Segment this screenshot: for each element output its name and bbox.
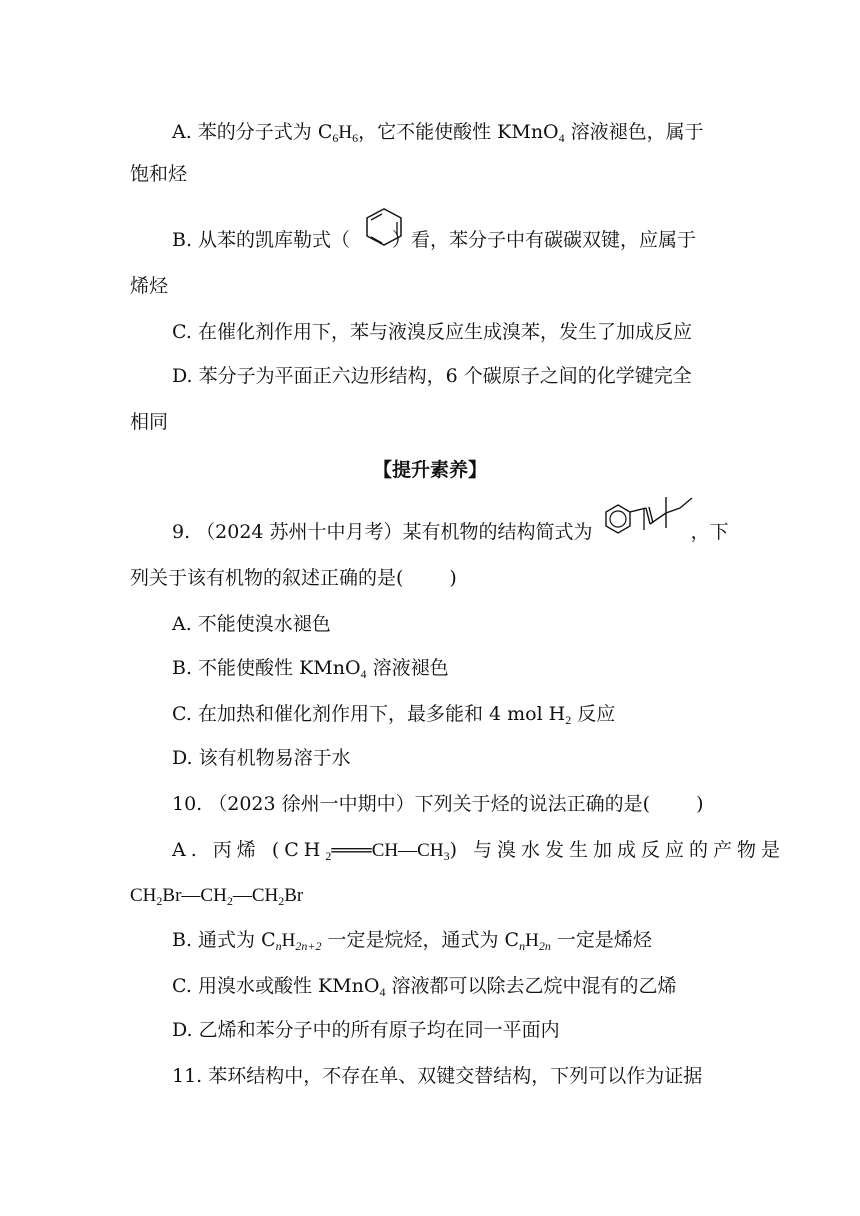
q10-option-a-wrap: $CH_2Br—CH_2—CH_2Br$ (130, 885, 304, 908)
q9-option-b: B. 不能使酸性 KMnO$_4$ 溶液褪色 (172, 657, 449, 681)
q11-stem: 11. 苯环结构中，不存在单、双键交替结构，下列可以作为证据 (172, 1065, 703, 1087)
q8-option-d-wrap: 相同 (130, 411, 169, 433)
q9-stem-wrap: 列关于该有机物的叙述正确的是( ) (130, 567, 457, 589)
q10-option-b: B. 通式为 $C_nH_{2n+2}$ 一定是烷烃，通式为 $C_nH_{2n}$ 一定是烯烃 (172, 929, 652, 953)
q8-option-b-wrap: 烯烃 (130, 275, 169, 297)
q9-structure-formula (598, 494, 702, 544)
q9-option-d: D. 该有机物易溶于水 (172, 747, 351, 769)
q9-stem: 9. （2024 苏州十中月考）某有机物的结构简式为 ，下 (172, 521, 729, 543)
q8-option-c: C. 在催化剂作用下，苯与液溴反应生成溴苯，发生了加成反应 (172, 321, 692, 343)
kekule-benzene-structure (362, 208, 406, 248)
section-title: 【提升素养】 (372, 459, 487, 481)
q10-option-d: D. 乙烯和苯分子中的所有原子均在同一平面内 (172, 1019, 560, 1041)
q9-option-c: C. 在加热和催化剂作用下，最多能和 4 mol $H_2$ 反应 (172, 703, 616, 727)
q8-option-b: B. 从苯的凯库勒式（ ）看，苯分子中有碳碳双键，应属于 (172, 229, 697, 251)
q8-option-a: A. 苯的分子式为 $C_6H_6$，它不能使酸性 KMnO$_4$ 溶液褪色，属于 (172, 121, 704, 145)
q10-option-c: C. 用溴水或酸性 KMnO$_4$ 溶液都可以除去乙烷中混有的乙烯 (172, 975, 677, 999)
q10-option-a: A. 丙烯 $(CH_2═══CH—CH_3)$ 与溴水发生加成反应的产物是 (172, 839, 786, 863)
q10-stem: 10. （2023 徐州一中期中）下列关于烃的说法正确的是( ) (172, 793, 704, 815)
q9-option-a: A. 不能使溴水褪色 (172, 613, 331, 635)
q8-option-a-wrap: 饱和烃 (130, 163, 188, 185)
q8-option-d: D. 苯分子为平面正六边形结构，6 个碳原子之间的化学键完全 (172, 365, 692, 387)
